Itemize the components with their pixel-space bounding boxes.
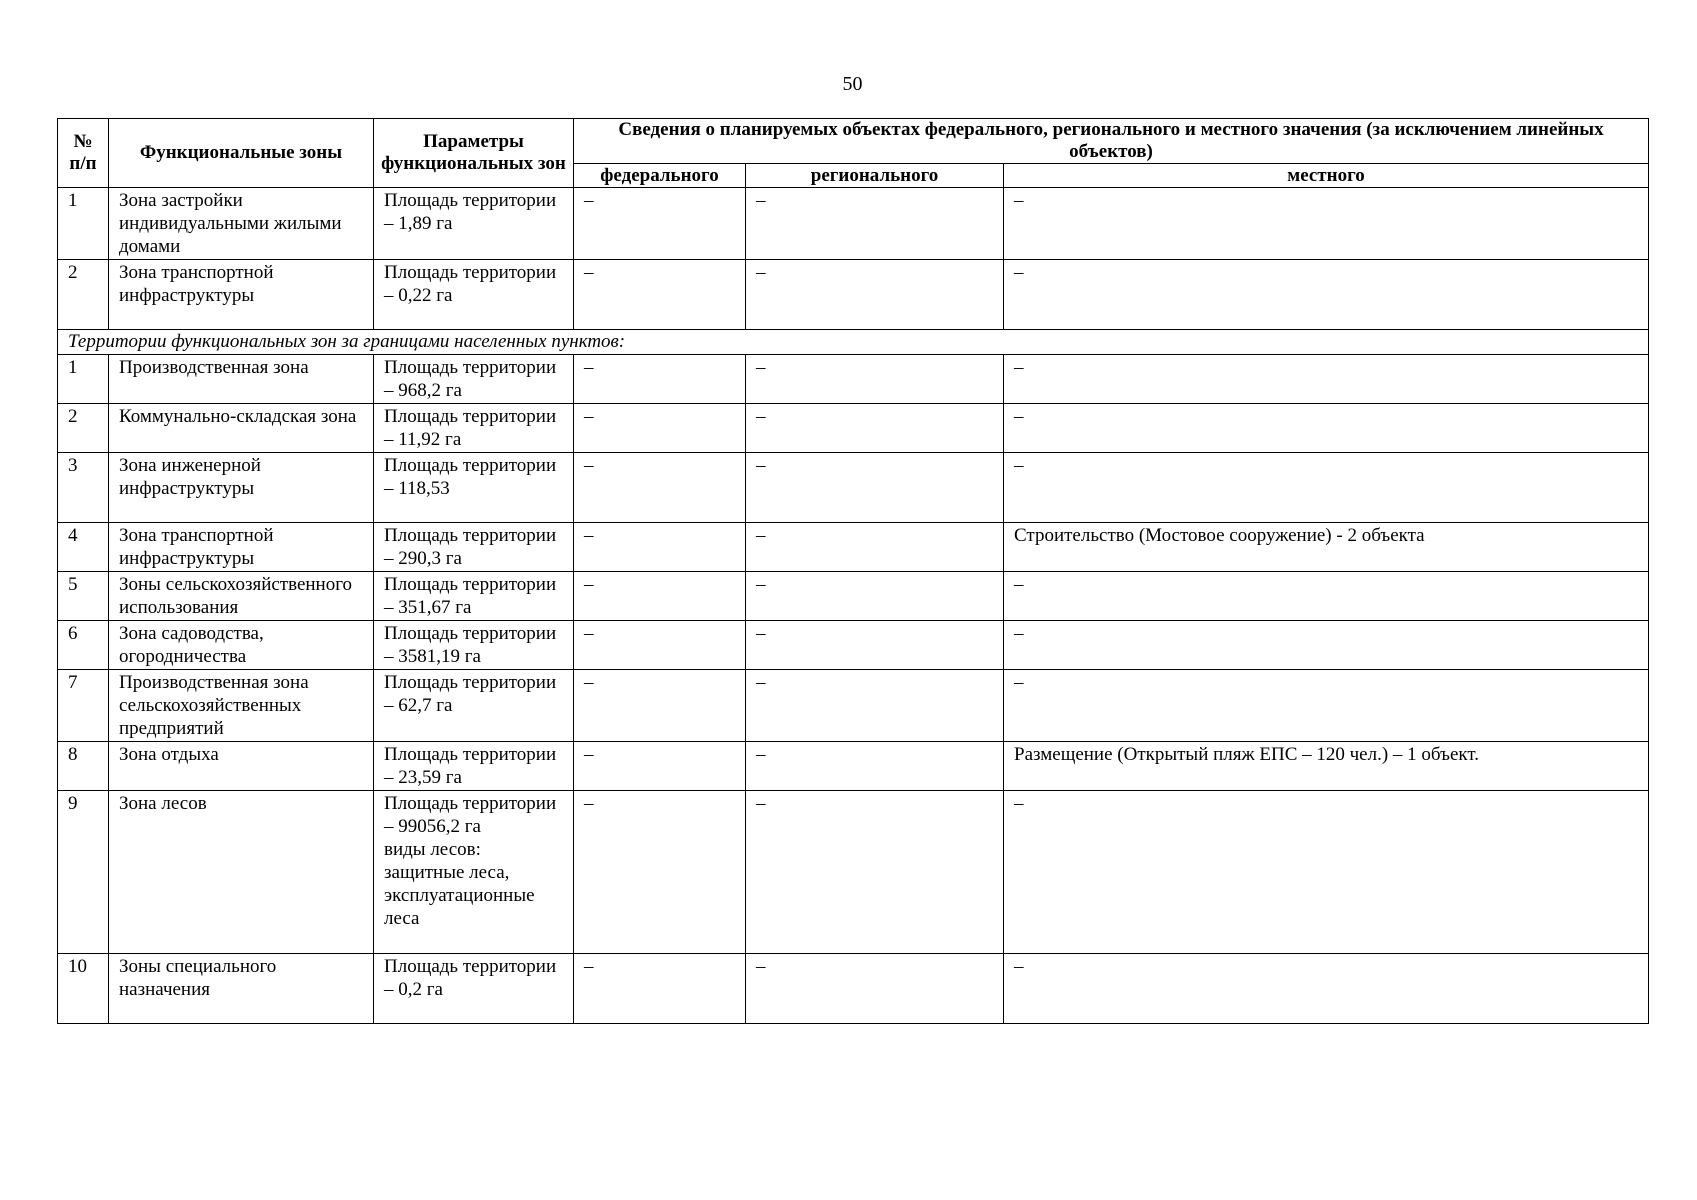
zone-name: Зона садоводства, огородничества <box>109 621 374 670</box>
regional-objects: – <box>746 355 1004 404</box>
federal-objects: – <box>574 572 746 621</box>
section-row <box>58 330 1649 355</box>
zone-params: Площадь территории – 0,22 га <box>374 260 574 330</box>
zone-name: Зоны специального назначения <box>109 954 374 1024</box>
table-row <box>58 791 1649 954</box>
zone-params: Площадь территории – 0,2 га <box>374 954 574 1024</box>
local-objects: Строительство (Мостовое сооружение) - 2 объекта <box>1004 523 1649 572</box>
zone-params: Площадь территории – 351,67 га <box>374 572 574 621</box>
local-objects: – <box>1004 670 1649 742</box>
table-row <box>58 355 1649 404</box>
federal-objects: – <box>574 523 746 572</box>
header-regional: регионального <box>746 164 1004 188</box>
federal-objects: – <box>574 404 746 453</box>
row-number: 7 <box>58 670 109 742</box>
header-num: № п/п <box>58 119 109 188</box>
header-zones: Функциональные зоны <box>109 119 374 188</box>
local-objects: – <box>1004 453 1649 523</box>
federal-objects: – <box>574 954 746 1024</box>
header-federal: федерального <box>574 164 746 188</box>
table-row <box>58 742 1649 791</box>
zone-params: Площадь территории – 3581,19 га <box>374 621 574 670</box>
zone-params: Площадь территории – 62,7 га <box>374 670 574 742</box>
header-params: Параметры функциональных зон <box>374 119 574 188</box>
zone-name: Зоны сельскохозяйственного использования <box>109 572 374 621</box>
local-objects: – <box>1004 791 1649 954</box>
regional-objects: – <box>746 404 1004 453</box>
regional-objects: – <box>746 670 1004 742</box>
zone-params: Площадь территории – 23,59 га <box>374 742 574 791</box>
zone-name: Производственная зона <box>109 355 374 404</box>
table-row <box>58 453 1649 523</box>
zone-name: Зона застройки индивидуальными жилыми домами <box>109 188 374 260</box>
zone-params: Площадь территории – 99056,2 га виды лесов: защитные леса, эксплуатационные леса <box>374 791 574 954</box>
regional-objects: – <box>746 188 1004 260</box>
local-objects: – <box>1004 954 1649 1024</box>
table-row <box>58 670 1649 742</box>
federal-objects: – <box>574 791 746 954</box>
federal-objects: – <box>574 670 746 742</box>
page-number: 50 <box>842 73 863 95</box>
table-row <box>58 260 1649 330</box>
row-number: 1 <box>58 188 109 260</box>
header-row <box>58 119 1649 164</box>
local-objects: – <box>1004 572 1649 621</box>
row-number: 6 <box>58 621 109 670</box>
header-planned-objects: Сведения о планируемых объектах федерального, регионального и местного значения (за исключением линейных объектов) <box>574 119 1649 164</box>
row-number: 1 <box>58 355 109 404</box>
zone-name: Зона отдыха <box>109 742 374 791</box>
federal-objects: – <box>574 355 746 404</box>
regional-objects: – <box>746 621 1004 670</box>
federal-objects: – <box>574 621 746 670</box>
zone-name: Зона транспортной инфраструктуры <box>109 523 374 572</box>
row-number: 4 <box>58 523 109 572</box>
zone-name: Производственная зона сельскохозяйственных предприятий <box>109 670 374 742</box>
regional-objects: – <box>746 572 1004 621</box>
table-row <box>58 621 1649 670</box>
row-number: 2 <box>58 404 109 453</box>
regional-objects: – <box>746 523 1004 572</box>
zone-name: Зона инженерной инфраструктуры <box>109 453 374 523</box>
row-number: 10 <box>58 954 109 1024</box>
header-local: местного <box>1004 164 1649 188</box>
zone-params: Площадь территории – 968,2 га <box>374 355 574 404</box>
regional-objects: – <box>746 742 1004 791</box>
table-row <box>58 188 1649 260</box>
zone-params: Площадь территории – 1,89 га <box>374 188 574 260</box>
federal-objects: – <box>574 260 746 330</box>
zone-params: Площадь территории – 290,3 га <box>374 523 574 572</box>
zone-name: Коммунально-складская зона <box>109 404 374 453</box>
regional-objects: – <box>746 453 1004 523</box>
table-row <box>58 523 1649 572</box>
local-objects: – <box>1004 404 1649 453</box>
table-row <box>58 954 1649 1024</box>
row-number: 8 <box>58 742 109 791</box>
local-objects: – <box>1004 260 1649 330</box>
local-objects: – <box>1004 621 1649 670</box>
section-title: Территории функциональных зон за границами населенных пунктов: <box>58 330 1649 355</box>
table-row <box>58 404 1649 453</box>
local-objects: – <box>1004 355 1649 404</box>
regional-objects: – <box>746 954 1004 1024</box>
row-number: 5 <box>58 572 109 621</box>
functional-zones-table <box>57 118 1649 1024</box>
zone-name: Зона лесов <box>109 791 374 954</box>
federal-objects: – <box>574 453 746 523</box>
federal-objects: – <box>574 742 746 791</box>
row-number: 3 <box>58 453 109 523</box>
row-number: 2 <box>58 260 109 330</box>
table-row <box>58 572 1649 621</box>
zone-name: Зона транспортной инфраструктуры <box>109 260 374 330</box>
regional-objects: – <box>746 260 1004 330</box>
zone-params: Площадь территории – 118,53 <box>374 453 574 523</box>
regional-objects: – <box>746 791 1004 954</box>
federal-objects: – <box>574 188 746 260</box>
zone-params: Площадь территории – 11,92 га <box>374 404 574 453</box>
local-objects: Размещение (Открытый пляж ЕПС – 120 чел.) – 1 объект. <box>1004 742 1649 791</box>
local-objects: – <box>1004 188 1649 260</box>
row-number: 9 <box>58 791 109 954</box>
